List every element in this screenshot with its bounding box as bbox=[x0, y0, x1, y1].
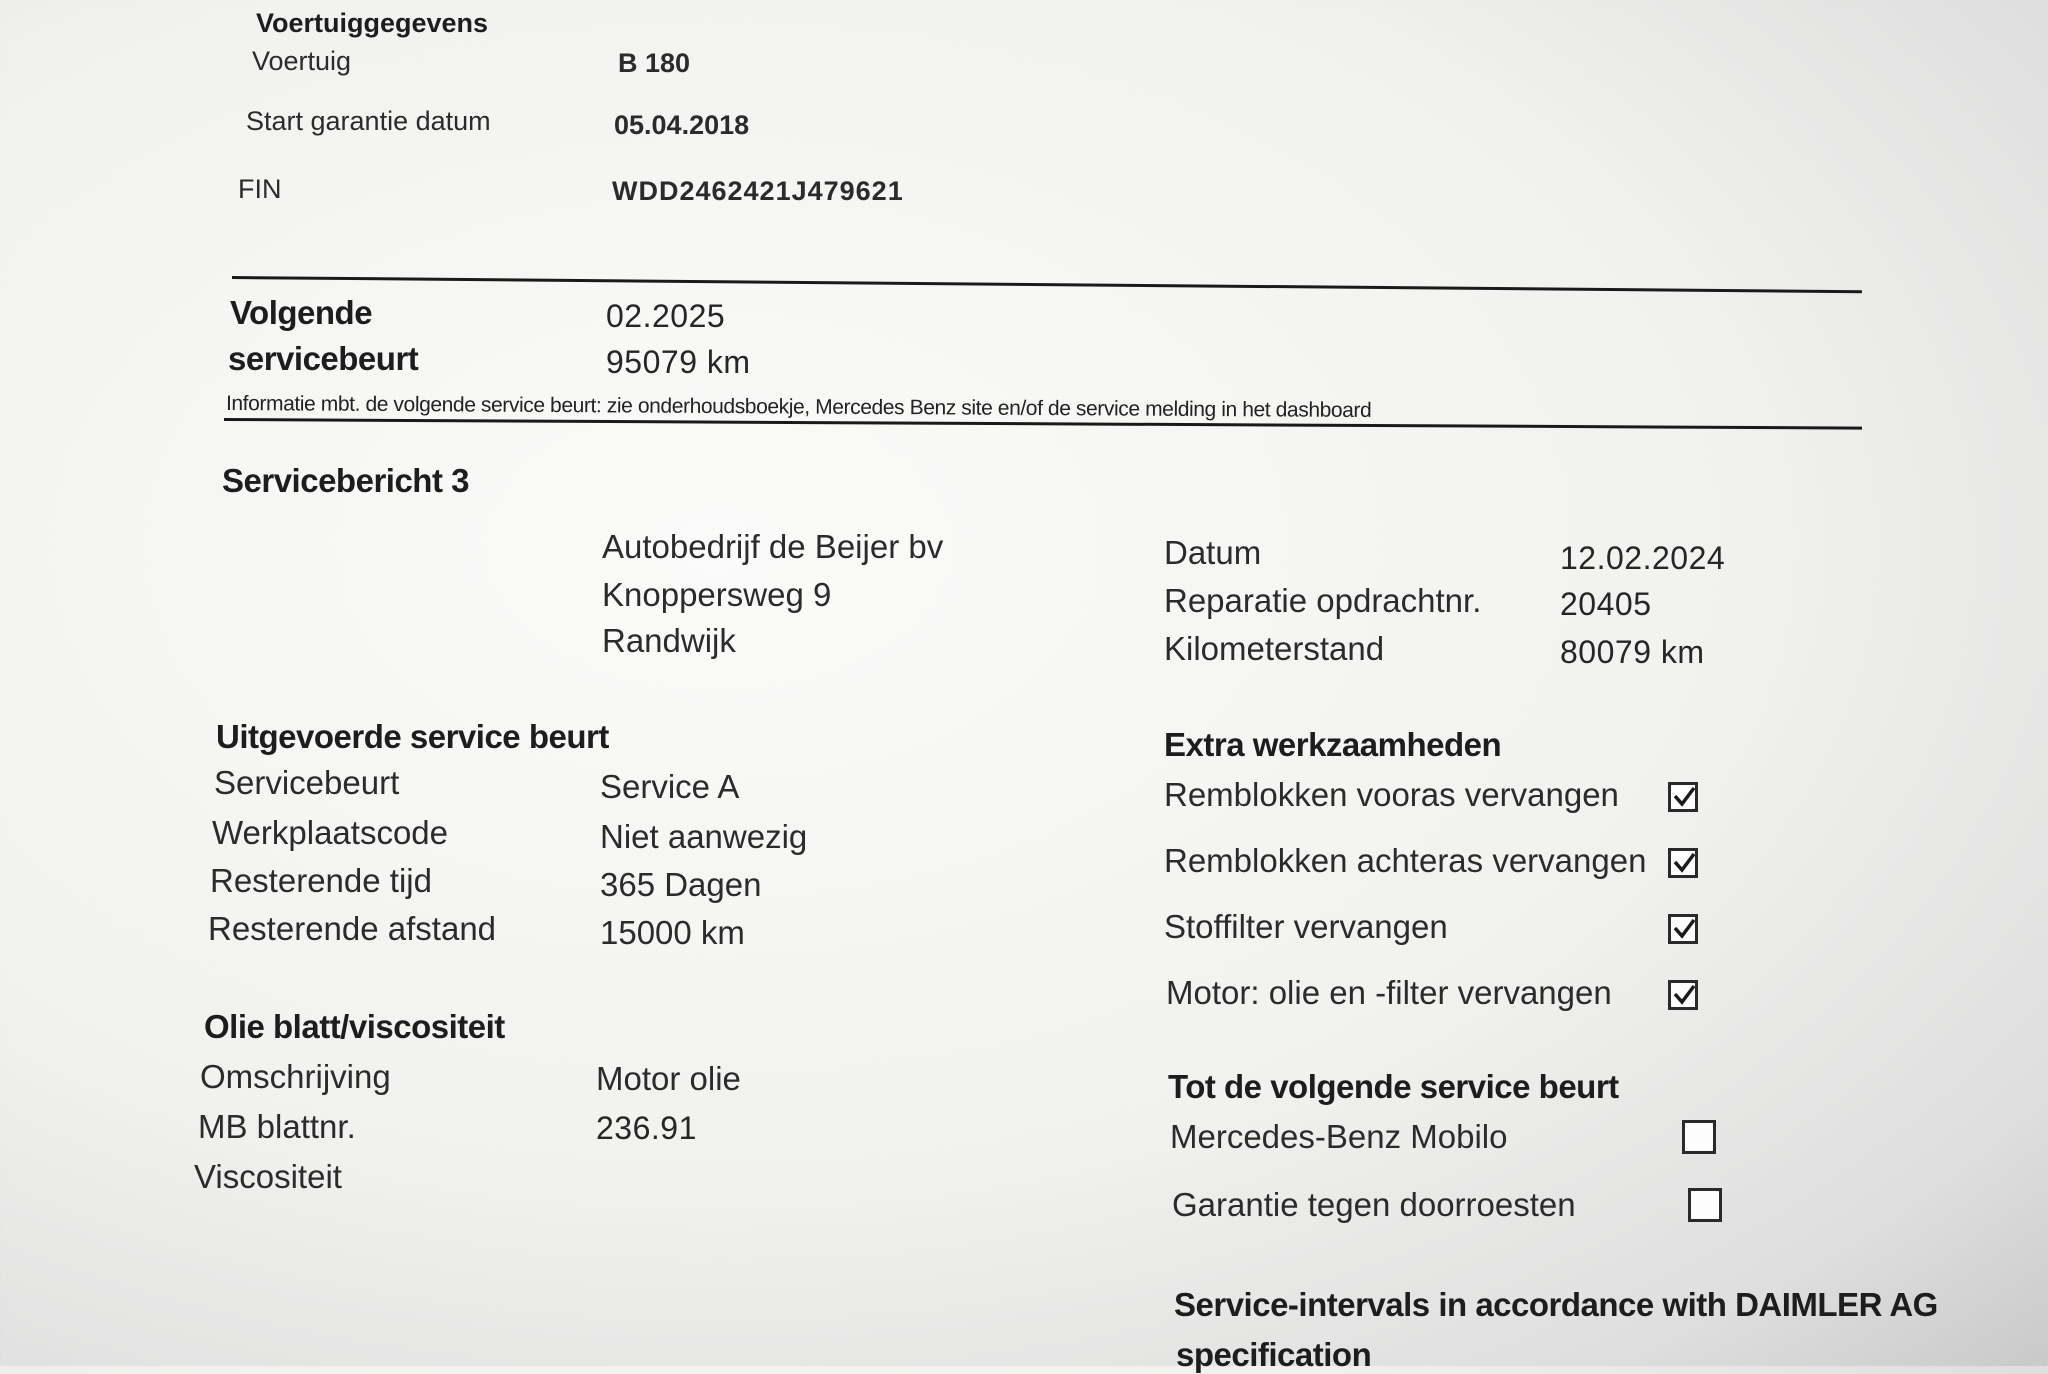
oil-value: Motor olie bbox=[596, 1060, 741, 1097]
dealer-street: Knoppersweg 9 bbox=[602, 576, 832, 613]
checkbox-checked[interactable] bbox=[1668, 980, 1698, 1010]
next-service-km: 95079 km bbox=[606, 344, 751, 380]
performed-value: Niet aanwezig bbox=[600, 818, 808, 855]
warranty-start-value: 05.04.2018 bbox=[614, 110, 750, 140]
checkmark-icon bbox=[1672, 851, 1696, 875]
performed-label: Resterende afstand bbox=[208, 910, 497, 947]
until-next-item-label: Mercedes-Benz Mobilo bbox=[1170, 1118, 1508, 1155]
performed-value: Service A bbox=[600, 768, 740, 805]
next-service-label-2: servicebeurt bbox=[228, 340, 419, 377]
oil-label: Viscositeit bbox=[194, 1158, 342, 1195]
service-message-title: Servicebericht 3 bbox=[222, 462, 469, 499]
checkmark-icon bbox=[1672, 785, 1696, 809]
checkmark-icon bbox=[1672, 983, 1696, 1007]
oil-label: MB blattnr. bbox=[198, 1108, 356, 1145]
until-next-title: Tot de volgende service beurt bbox=[1168, 1068, 1619, 1105]
footer-line-2: specification bbox=[1176, 1336, 1372, 1373]
performed-value: 15000 km bbox=[600, 914, 745, 951]
mileage-value: 80079 km bbox=[1560, 634, 1705, 670]
extra-item-label: Stoffilter vervangen bbox=[1164, 908, 1448, 945]
fin-value: WDD2462421J479621 bbox=[612, 176, 904, 206]
next-service-date: 02.2025 bbox=[606, 298, 726, 334]
performed-title: Uitgevoerde service beurt bbox=[216, 718, 609, 755]
oil-value: 236.91 bbox=[596, 1110, 697, 1146]
repair-order-label: Reparatie opdrachtnr. bbox=[1164, 582, 1482, 619]
performed-label: Resterende tijd bbox=[210, 862, 432, 899]
dealer-name: Autobedrijf de Beijer bv bbox=[602, 528, 944, 565]
checkbox-checked[interactable] bbox=[1668, 782, 1698, 812]
performed-value: 365 Dagen bbox=[600, 866, 762, 903]
extra-item-label: Remblokken vooras vervangen bbox=[1164, 776, 1619, 813]
date-label: Datum bbox=[1164, 534, 1262, 571]
extra-title: Extra werkzaamheden bbox=[1164, 726, 1502, 763]
warranty-start-label: Start garantie datum bbox=[246, 106, 491, 136]
until-next-item-label: Garantie tegen doorroesten bbox=[1172, 1186, 1576, 1223]
oil-label: Omschrijving bbox=[200, 1058, 391, 1095]
performed-label: Werkplaatscode bbox=[212, 814, 449, 851]
performed-label: Servicebeurt bbox=[214, 764, 400, 801]
checkbox-unchecked[interactable] bbox=[1688, 1188, 1722, 1222]
mileage-label: Kilometerstand bbox=[1164, 630, 1385, 667]
checkbox-checked[interactable] bbox=[1668, 848, 1698, 878]
checkbox-unchecked[interactable] bbox=[1682, 1120, 1716, 1154]
vehicle-section-title: Voertuiggegevens bbox=[256, 8, 489, 38]
oil-title: Olie blatt/viscositeit bbox=[204, 1008, 505, 1045]
checkmark-icon bbox=[1672, 917, 1696, 941]
extra-item-label: Motor: olie en -filter vervangen bbox=[1166, 974, 1612, 1011]
footer-line-1: Service-intervals in accordance with DAIMLER AG bbox=[1174, 1286, 1938, 1323]
repair-order-value: 20405 bbox=[1560, 586, 1652, 622]
date-value: 12.02.2024 bbox=[1560, 540, 1726, 576]
dealer-city: Randwijk bbox=[602, 622, 736, 659]
fin-label: FIN bbox=[238, 174, 282, 204]
next-service-info: Informatie mbt. de volgende service beurt: zie onderhoudsboekje, Mercedes Benz site en/of de service melding in het dashboard bbox=[225, 392, 1372, 422]
divider-top bbox=[232, 276, 1862, 293]
vehicle-value: B 180 bbox=[618, 48, 691, 78]
checkbox-checked[interactable] bbox=[1668, 914, 1698, 944]
extra-item-label: Remblokken achteras vervangen bbox=[1164, 842, 1647, 879]
next-service-label-1: Volgende bbox=[230, 294, 373, 331]
vehicle-label: Voertuig bbox=[252, 46, 352, 76]
